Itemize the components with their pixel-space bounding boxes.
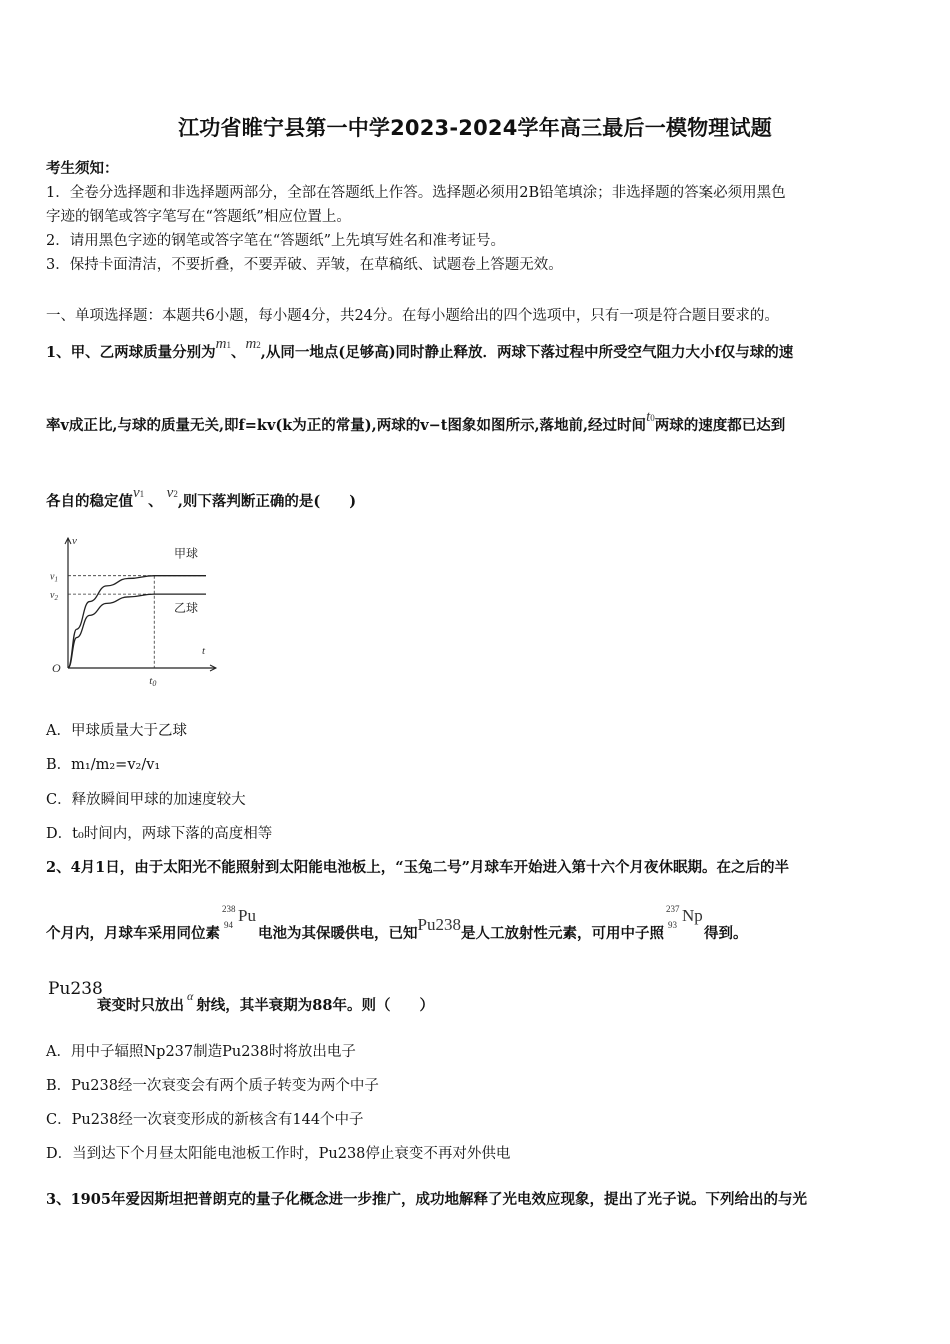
q1-v1-symbol: v (133, 485, 140, 501)
y-axis-label: v (72, 535, 77, 547)
notice-line-3: 3．保持卡面清洁，不要折叠，不要弄破、弄皱，在草稿纸、试题卷上答题无效。 (46, 257, 563, 273)
q1-m1 (216, 336, 231, 352)
q1-t0 (646, 409, 655, 425)
pu-mass-number: 238 (222, 904, 236, 914)
series-label-jia: 甲球 (174, 546, 199, 561)
q1-v1-subscript: 1 (139, 489, 145, 499)
q2-text-2d: 得到。 (703, 925, 748, 942)
pu238-label-2: Pu238 (48, 979, 103, 999)
pu-symbol: Pu (238, 906, 256, 925)
q1-text-2a: 率v成正比,与球的质量无关,即f=kv(k为正的常量),两球的v−t图象如图所示,落地前,经过时间 (46, 417, 647, 434)
q3-line-1: 3、1905年爱因斯坦把普朗克的量子化概念进一步推广，成功地解释了光电效应现象，提出了光子说。下列给出的与光 (46, 1191, 807, 1208)
q1-text-2b: 两球的速度都已达到 (654, 417, 786, 434)
q1-text-3b: ,则下落判断正确的是( ) (177, 493, 357, 510)
y-tick-v2: $v_2$ (50, 590, 58, 603)
section-heading: 一、单项选择题：本题共6小题，每小题4分，共24分。在每小题给出的四个选项中，只有一项是符合题目要求的。 (46, 308, 779, 324)
q1-option-d: D．t₀时间内，两球下落的高度相等 (46, 826, 273, 842)
q1-v1 (133, 485, 144, 501)
q2-line-2 (46, 904, 748, 943)
q1-option-c: C．释放瞬间甲球的加速度较大 (46, 792, 246, 808)
x-axis-label: t (202, 645, 206, 657)
q2-text-3b: 射线，其半衰期为88年。则（ ） (196, 997, 434, 1014)
q1-m2-subscript: 2 (256, 340, 261, 350)
notice-line-2: 2．请用黑色字迹的钢笔或答字笔在“答题纸”上先填写姓名和准考证号。 (46, 233, 506, 249)
y-tick-v1: $v_1$ (50, 571, 58, 584)
q1-line-2 (46, 409, 786, 435)
notice-line-1a: 1．全卷分选择题和非选择题两部分，全部在答题纸上作答。选择题必须用2B铅笔填涂；非选择题的答案必须用黑色 (46, 185, 786, 201)
q1-m1-subscript: 1 (226, 340, 231, 350)
q1-option-a: A．甲球质量大于乙球 (46, 723, 187, 739)
alpha-symbol: α (187, 989, 194, 1003)
q2-line-1: 2、4月1日，由于太阳光不能照射到太阳能电池板上，“玉兔二号”月球车开始进入第十六个月夜休眠期。在之后的半 (46, 859, 789, 876)
q1-text-1b: ,从同一地点(足够高)同时静止释放．两球下落过程中所受空气阻力大小f仅与球的速 (260, 344, 794, 361)
q1-text-3a: 各自的稳定值 (46, 493, 133, 510)
q1-option-b: B．m₁/m₂=v₂/v₁ (46, 757, 161, 773)
q2-text-2a: 个月内，月球车采用同位素 (46, 925, 220, 942)
q2-option-b: B．Pu238经一次衰变会有两个质子转变为两个中子 (46, 1078, 379, 1094)
q2-text-2c: 是人工放射性元素，可用中子照 (460, 925, 664, 942)
vt-chart (44, 530, 224, 690)
series-label-yi: 乙球 (174, 601, 199, 616)
pu-atomic-number: 94 (224, 920, 233, 930)
q2-option-d: D．当到达下个月昼太阳能电池板工作时，Pu238停止衰变不再对外供电 (46, 1146, 511, 1162)
q2-text-3a: 衰变时只放出 (97, 997, 184, 1014)
q1-sep-2: 、 (148, 493, 163, 510)
q2-line-3 (97, 989, 434, 1015)
pu238-label: Pu238 (417, 915, 461, 934)
np-symbol: Np (681, 906, 703, 925)
q1-text-1a: 1、甲、乙两球质量分别为 (46, 344, 216, 361)
series-curve-jia (68, 576, 206, 668)
origin-label: O (52, 661, 61, 675)
q2-text-2b: 电池为其保暖供电，已知 (258, 925, 418, 942)
notice-heading: 考生须知： (46, 160, 119, 177)
q1-t0-symbol: t (646, 409, 651, 425)
x-tick-t0: t0 (149, 675, 157, 688)
q1-m2 (245, 336, 260, 352)
pu-isotope (220, 904, 258, 938)
q1-t0-subscript: 0 (650, 413, 655, 423)
q1-v2 (167, 485, 178, 501)
q1-m2-symbol: m (245, 336, 257, 352)
page-title: 江功省睢宁县第一中学2023-2024学年高三最后一模物理试题 (178, 116, 772, 140)
q2-option-c: C．Pu238经一次衰变形成的新核含有144个中子 (46, 1112, 364, 1128)
q1-sep-1: 、 (230, 344, 246, 361)
q1-v2-subscript: 2 (173, 489, 178, 499)
q1-v2-symbol: v (166, 485, 174, 501)
q2-option-a: A．用中子辐照Np237制造Pu238时将放出电子 (46, 1044, 356, 1060)
np-isotope (664, 904, 704, 938)
q1-line-1 (46, 336, 794, 362)
np-atomic-number: 93 (667, 920, 677, 930)
np-mass-number: 237 (665, 904, 680, 914)
q1-line-3 (46, 485, 357, 511)
q1-m1-symbol: m (215, 336, 227, 352)
notice-line-1b: 字迹的钢笔或答字笔写在“答题纸”相应位置上。 (46, 209, 351, 225)
